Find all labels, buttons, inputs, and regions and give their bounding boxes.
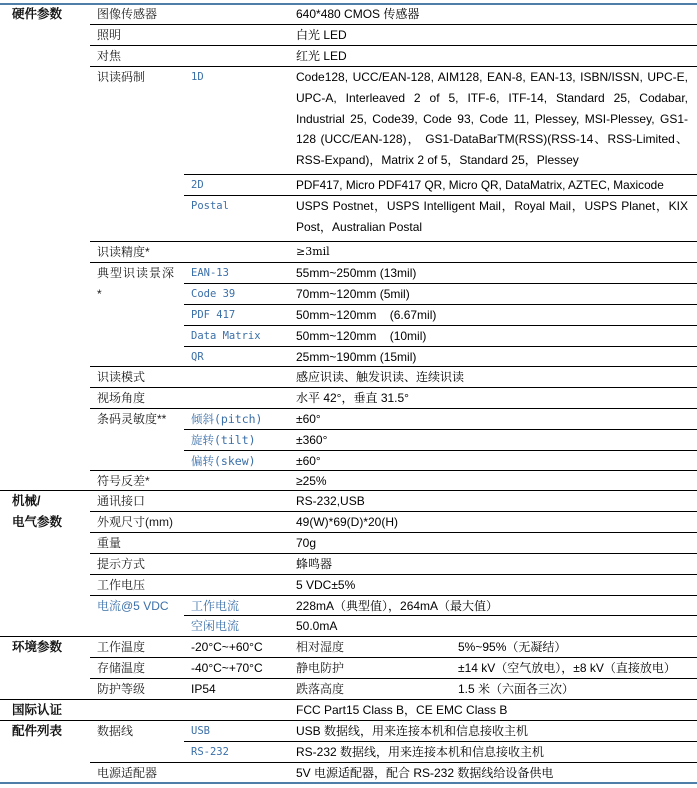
cable-rs232-label: RS-232 bbox=[191, 746, 229, 758]
current-label: 电流@5 VDC bbox=[97, 599, 169, 613]
idle-current-label: 空闲电流 bbox=[191, 619, 240, 633]
aiming-label: 对焦 bbox=[97, 49, 122, 63]
row-divider bbox=[184, 346, 697, 347]
sensitivity-value: ±360° bbox=[296, 433, 328, 447]
symbologies-label: 识读码制 bbox=[97, 70, 146, 84]
indicator-label: 提示方式 bbox=[97, 557, 146, 571]
dimensions-value: 49(W)*69(D)*20(H) bbox=[296, 515, 399, 529]
cable-rs232-value: RS-232 数据线，用来连接本机和信息接收主机 bbox=[296, 745, 545, 759]
env-value: -20°C~+60°C bbox=[191, 640, 263, 654]
adapter-label: 电源适配器 bbox=[97, 766, 158, 780]
env-value: ±14 kV（空气放电），±8 kV（直接放电） bbox=[458, 661, 676, 675]
dof-code: Data Matrix bbox=[191, 330, 261, 342]
idle-current-value: 50.0mA bbox=[296, 619, 338, 633]
image-sensor-label: 图像传感器 bbox=[97, 7, 158, 21]
row-divider bbox=[184, 283, 697, 284]
dof-value: 70mm~120mm (5mil) bbox=[296, 287, 410, 301]
adapter-value: 5V 电源适配器，配合 RS-232 数据线给设备供电 bbox=[296, 766, 554, 780]
interface-value: RS-232,USB bbox=[296, 494, 365, 508]
weight-value: 70g bbox=[296, 536, 317, 550]
row-divider bbox=[184, 429, 697, 430]
illumination-label: 照明 bbox=[97, 28, 122, 42]
cable-label: 数据线 bbox=[97, 724, 134, 738]
resolution-value: ≥3mil bbox=[296, 245, 330, 258]
section-cert: 国际认证 bbox=[12, 703, 63, 717]
dof-code: EAN-13 bbox=[191, 267, 229, 279]
dof-label-asterisk: * bbox=[97, 287, 102, 301]
operating-current-value: 228mA（典型值），264mA（最大值） bbox=[296, 599, 499, 613]
env-label: 防护等级 bbox=[97, 682, 146, 696]
row-divider bbox=[184, 450, 697, 451]
contrast-label: 符号反差* bbox=[97, 474, 150, 488]
env-label: 存储温度 bbox=[97, 661, 146, 675]
env-label: 静电防护 bbox=[296, 661, 345, 675]
indicator-value: 蜂鸣器 bbox=[296, 557, 333, 571]
row-divider bbox=[90, 553, 697, 554]
env-value: 1.5 米（六面各三次） bbox=[458, 682, 575, 696]
interface-label: 通讯接口 bbox=[97, 494, 146, 508]
voltage-label: 工作电压 bbox=[97, 578, 146, 592]
section-mech-line1: 机械/ bbox=[12, 494, 41, 508]
symbology-2d-value: PDF417, Micro PDF417 QR, Micro QR, DataMatrix, AZTEC, Maxicode bbox=[296, 178, 664, 192]
row-divider bbox=[90, 470, 697, 471]
env-label: 相对湿度 bbox=[296, 640, 345, 654]
row-divider bbox=[90, 241, 697, 242]
dof-value: 25mm~190mm (15mil) bbox=[296, 350, 417, 364]
section-mech-line2: 电气参数 bbox=[12, 515, 63, 529]
scan-mode-value: 感应识读、触发识读、连续识读 bbox=[296, 370, 465, 384]
voltage-value: 5 VDC±5% bbox=[296, 578, 356, 592]
operating-current-label: 工作电流 bbox=[191, 599, 240, 613]
sensitivity-value: ±60° bbox=[296, 454, 321, 468]
env-value: 5%~95%（无凝结） bbox=[458, 640, 567, 654]
env-value: IP54 bbox=[191, 682, 216, 696]
section-hardware: 硬件参数 bbox=[12, 7, 63, 21]
symbology-2d-label: 2D bbox=[191, 179, 204, 191]
sensitivity-axis: 偏转(skew) bbox=[191, 454, 256, 468]
row-divider bbox=[90, 24, 697, 25]
scan-mode-label: 识读模式 bbox=[97, 370, 146, 384]
cable-usb-value: USB 数据线，用来连接本机和信息接收主机 bbox=[296, 724, 529, 738]
cable-usb-label: USB bbox=[191, 725, 210, 737]
dof-code: Code 39 bbox=[191, 288, 236, 300]
fov-value: 水平 42°，垂直 31.5° bbox=[296, 391, 409, 405]
cert-value: FCC Part15 Class B，CE EMC Class B bbox=[296, 703, 508, 717]
sensitivity-axis: 旋转(tilt) bbox=[191, 433, 256, 447]
contrast-value: ≥25% bbox=[296, 474, 327, 488]
row-divider bbox=[90, 45, 697, 46]
row-divider bbox=[90, 574, 697, 575]
env-value: -40°C~+70°C bbox=[191, 661, 263, 675]
dof-value: 55mm~250mm (13mil) bbox=[296, 266, 417, 280]
resolution-label: 识读精度* bbox=[97, 245, 150, 259]
symbology-postal-value: USPS Postnet，USPS Intelligent Mail，Royal Mail，USPS Planet，KIX Post，Australian Postal bbox=[296, 199, 688, 234]
dof-value: 50mm~120mm (6.67mil) bbox=[296, 308, 437, 322]
section-env: 环境参数 bbox=[12, 640, 63, 654]
illumination-value: 白光 LED bbox=[296, 28, 347, 42]
dof-code: QR bbox=[191, 351, 204, 363]
sensitivity-axis: 倾斜(pitch) bbox=[191, 412, 263, 426]
image-sensor-value: 640*480 CMOS 传感器 bbox=[296, 7, 420, 21]
row-divider bbox=[90, 532, 697, 533]
env-label: 工作温度 bbox=[97, 640, 146, 654]
symbology-1d-value: Code128, UCC/EAN-128, AIM128, EAN-8, EAN-13, ISBN/ISSN, UPC-E, UPC-A, Interleaved 2 of 5, ITF-6, ITF-14, Standard 25, Codabar, Industrial 25, Code39, Code 93, Code 11, Plessey, MSI-Plessey, GS1-128 (UCC/EAN-128)， GS1-DataBarTM(RSS)(RSS-14、RSS-Limited、RSS-Expand)，Matrix 2 of 5，Standard 25，Plessey bbox=[296, 70, 688, 168]
weight-label: 重量 bbox=[97, 536, 122, 550]
env-label: 跌落高度 bbox=[296, 682, 345, 696]
aiming-value: 红光 LED bbox=[296, 49, 347, 63]
row-divider bbox=[90, 678, 697, 679]
dof-code: PDF 417 bbox=[191, 309, 236, 321]
row-divider bbox=[184, 304, 697, 305]
row-divider bbox=[184, 325, 697, 326]
dof-value: 50mm~120mm (10mil) bbox=[296, 329, 427, 343]
sensitivity-value: ±60° bbox=[296, 412, 321, 426]
symbology-postal-label: Postal bbox=[191, 200, 229, 212]
section-accessories: 配件列表 bbox=[12, 724, 63, 738]
dof-label: 典型识读景深 bbox=[97, 266, 176, 280]
fov-label: 视场角度 bbox=[97, 391, 146, 405]
sensitivity-label: 条码灵敏度** bbox=[97, 412, 167, 426]
dimensions-label: 外观尺寸(mm) bbox=[97, 515, 173, 529]
symbology-1d-label: 1D bbox=[191, 71, 204, 83]
row-divider bbox=[90, 408, 697, 409]
